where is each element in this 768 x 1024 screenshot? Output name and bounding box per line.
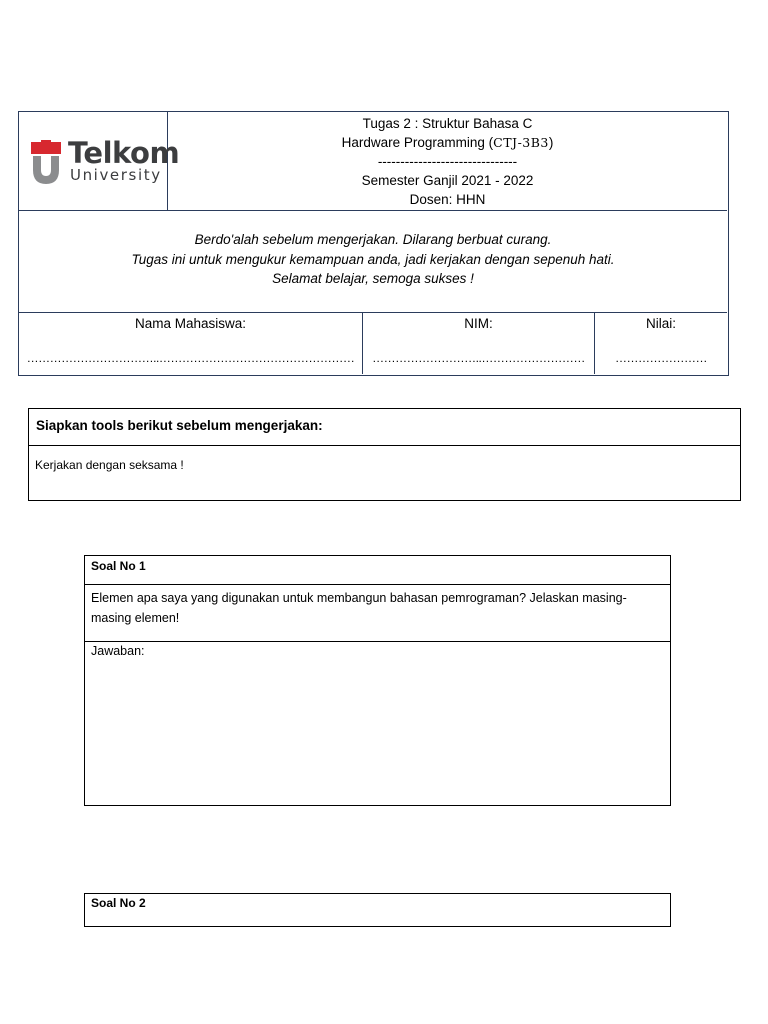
motto-cell: [19, 211, 727, 312]
motto-line: Tugas ini untuk mengukur kemampuan anda, jadi kerjakan dengan sepenuh hati.: [131, 251, 615, 267]
title-divider-text: -------------------------------: [377, 154, 518, 169]
grade-blank[interactable]: ……………………: [615, 351, 707, 365]
logo-wordmark: Telkom: [68, 136, 180, 170]
grade-label: Nilai:: [645, 316, 676, 331]
answer-label: Jawaban:: [91, 644, 145, 658]
student-info-row: [19, 313, 727, 374]
student-name-blank[interactable]: ……………………………..……………………………………………: [26, 351, 355, 365]
course-code: CTJ-3B3: [493, 135, 549, 150]
telkom-university-logo: [30, 136, 180, 186]
semester-text: Semester Ganjil 2021 - 2022: [361, 173, 534, 188]
student-name-field[interactable]: [19, 313, 363, 374]
motto-line: Selamat belajar, semoga sukses !: [272, 271, 474, 286]
question-1-box: [84, 555, 671, 806]
motto-line: Berdo'alah sebelum mengerjakan. Dilarang berbuat curang.: [194, 232, 552, 247]
tools-note: Kerjakan dengan seksama !: [35, 458, 184, 472]
header-table: [18, 111, 729, 376]
question-1-answer-area[interactable]: [85, 642, 670, 805]
course-name: Hardware Programming (CTJ-3B3): [341, 135, 554, 150]
logo-subtitle: University: [70, 166, 162, 184]
student-id-blank[interactable]: ………………………..………………………: [372, 351, 585, 365]
telkom-emblem-icon: [30, 140, 62, 186]
assignment-title: Tugas 2 : Struktur Bahasa C: [362, 116, 533, 131]
tools-heading: Siapkan tools berikut sebelum mengerjakan:: [29, 409, 740, 446]
lecturer-text: Dosen: HHN: [409, 192, 486, 207]
question-1-title: Soal No 1: [85, 556, 670, 585]
grade-field[interactable]: [595, 313, 727, 374]
student-name-label: Nama Mahasiswa:: [134, 316, 247, 331]
assignment-title-cell: [168, 112, 727, 210]
tools-box: [28, 408, 741, 501]
student-id-label: NIM:: [464, 316, 493, 331]
logo-cell: [19, 112, 180, 210]
question-2-box: [84, 893, 671, 927]
question-2-title: Soal No 2: [91, 896, 146, 910]
question-1-text: Elemen apa saya yang digunakan untuk membangun bahasan pemrograman? Jelaskan masing-masing elemen!: [85, 585, 670, 642]
student-id-field[interactable]: [363, 313, 595, 374]
